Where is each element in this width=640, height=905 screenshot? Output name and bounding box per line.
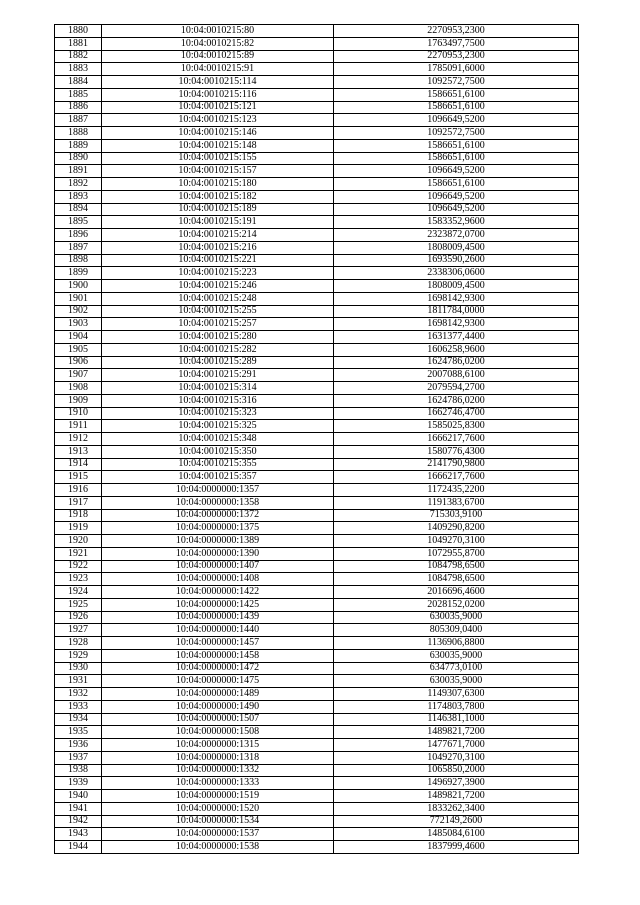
value-cell: 1496927,3900	[334, 777, 579, 790]
value-cell: 1763497,7500	[334, 37, 579, 50]
table-row	[55, 700, 579, 713]
row-number-cell: 1912	[55, 433, 102, 446]
row-number-cell: 1907	[55, 369, 102, 382]
table-row	[55, 165, 579, 178]
table-row	[55, 127, 579, 140]
cadastral-number-cell: 10:04:0010215:157	[102, 165, 334, 178]
row-number-cell: 1921	[55, 547, 102, 560]
cadastral-number-cell: 10:04:0010215:291	[102, 369, 334, 382]
value-cell: 1092572,7500	[334, 127, 579, 140]
value-cell: 1049270,3100	[334, 535, 579, 548]
cadastral-number-cell: 10:04:0010215:214	[102, 229, 334, 242]
value-cell: 2079594,2700	[334, 382, 579, 395]
value-cell: 1489821,7200	[334, 726, 579, 739]
row-number-cell: 1934	[55, 713, 102, 726]
value-cell: 2270953,2300	[334, 25, 579, 38]
value-cell: 1409290,8200	[334, 522, 579, 535]
value-cell: 1174803,7800	[334, 700, 579, 713]
row-number-cell: 1915	[55, 471, 102, 484]
table-row	[55, 267, 579, 280]
table-row	[55, 790, 579, 803]
row-number-cell: 1932	[55, 688, 102, 701]
value-cell: 1096649,5200	[334, 165, 579, 178]
table-row	[55, 713, 579, 726]
cadastral-number-cell: 10:04:0010215:114	[102, 76, 334, 89]
value-cell: 2338306,0600	[334, 267, 579, 280]
value-cell: 805309,0400	[334, 624, 579, 637]
row-number-cell: 1903	[55, 318, 102, 331]
row-number-cell: 1931	[55, 675, 102, 688]
row-number-cell: 1928	[55, 637, 102, 650]
table-body	[55, 25, 579, 854]
table-row	[55, 382, 579, 395]
row-number-cell: 1896	[55, 229, 102, 242]
value-cell: 1072955,8700	[334, 547, 579, 560]
table-row	[55, 420, 579, 433]
cadastral-number-cell: 10:04:0000000:1357	[102, 484, 334, 497]
row-number-cell: 1893	[55, 190, 102, 203]
cadastral-number-cell: 10:04:0000000:1472	[102, 662, 334, 675]
row-number-cell: 1927	[55, 624, 102, 637]
cadastral-number-cell: 10:04:0010215:91	[102, 63, 334, 76]
value-cell: 772149,2600	[334, 815, 579, 828]
row-number-cell: 1891	[55, 165, 102, 178]
table-row	[55, 598, 579, 611]
value-cell: 1586651,6100	[334, 88, 579, 101]
cadastral-number-cell: 10:04:0000000:1507	[102, 713, 334, 726]
row-number-cell: 1882	[55, 50, 102, 63]
row-number-cell: 1918	[55, 509, 102, 522]
value-cell: 1489821,7200	[334, 790, 579, 803]
cadastral-number-cell: 10:04:0010215:80	[102, 25, 334, 38]
cadastral-number-cell: 10:04:0010215:255	[102, 305, 334, 318]
value-cell: 1833262,3400	[334, 802, 579, 815]
table-row	[55, 458, 579, 471]
value-cell: 1785091,6000	[334, 63, 579, 76]
row-number-cell: 1925	[55, 598, 102, 611]
table-row	[55, 777, 579, 790]
cadastral-number-cell: 10:04:0000000:1439	[102, 611, 334, 624]
table-row	[55, 254, 579, 267]
value-cell: 1811784,0000	[334, 305, 579, 318]
row-number-cell: 1923	[55, 573, 102, 586]
value-cell: 2016696,4600	[334, 586, 579, 599]
cadastral-number-cell: 10:04:0010215:257	[102, 318, 334, 331]
row-number-cell: 1908	[55, 382, 102, 395]
row-number-cell: 1916	[55, 484, 102, 497]
cadastral-number-cell: 10:04:0000000:1389	[102, 535, 334, 548]
value-cell: 1666217,7600	[334, 471, 579, 484]
cadastral-number-cell: 10:04:0010215:189	[102, 203, 334, 216]
cadastral-number-cell: 10:04:0000000:1440	[102, 624, 334, 637]
row-number-cell: 1895	[55, 216, 102, 229]
table-row	[55, 815, 579, 828]
cadastral-number-cell: 10:04:0010215:357	[102, 471, 334, 484]
cadastral-number-cell: 10:04:0000000:1489	[102, 688, 334, 701]
cadastral-number-cell: 10:04:0000000:1534	[102, 815, 334, 828]
value-cell: 2007088,6100	[334, 369, 579, 382]
value-cell: 1084798,6500	[334, 573, 579, 586]
table-row	[55, 726, 579, 739]
cadastral-number-cell: 10:04:0000000:1520	[102, 802, 334, 815]
row-number-cell: 1904	[55, 331, 102, 344]
cadastral-number-cell: 10:04:0010215:146	[102, 127, 334, 140]
cadastral-number-cell: 10:04:0010215:355	[102, 458, 334, 471]
row-number-cell: 1901	[55, 292, 102, 305]
table-row	[55, 828, 579, 841]
cadastral-number-cell: 10:04:0010215:350	[102, 445, 334, 458]
value-cell: 1631377,4400	[334, 331, 579, 344]
value-cell: 1808009,4500	[334, 241, 579, 254]
row-number-cell: 1900	[55, 280, 102, 293]
value-cell: 715303,9100	[334, 509, 579, 522]
row-number-cell: 1929	[55, 649, 102, 662]
cadastral-number-cell: 10:04:0010215:323	[102, 407, 334, 420]
cadastral-number-cell: 10:04:0000000:1332	[102, 764, 334, 777]
cadastral-number-cell: 10:04:0000000:1490	[102, 700, 334, 713]
table-row	[55, 496, 579, 509]
row-number-cell: 1883	[55, 63, 102, 76]
cadastral-number-cell: 10:04:0000000:1390	[102, 547, 334, 560]
value-cell: 1065850,2000	[334, 764, 579, 777]
row-number-cell: 1914	[55, 458, 102, 471]
value-cell: 1586651,6100	[334, 178, 579, 191]
row-number-cell: 1881	[55, 37, 102, 50]
value-cell: 1693590,2600	[334, 254, 579, 267]
table-row	[55, 688, 579, 701]
table-row	[55, 637, 579, 650]
cadastral-number-cell: 10:04:0000000:1475	[102, 675, 334, 688]
cadastral-number-cell: 10:04:0000000:1537	[102, 828, 334, 841]
value-cell: 1049270,3100	[334, 751, 579, 764]
row-number-cell: 1898	[55, 254, 102, 267]
cadastral-number-cell: 10:04:0000000:1538	[102, 841, 334, 854]
value-cell: 2270953,2300	[334, 50, 579, 63]
cadastral-number-cell: 10:04:0010215:116	[102, 88, 334, 101]
row-number-cell: 1885	[55, 88, 102, 101]
table-row	[55, 649, 579, 662]
row-number-cell: 1937	[55, 751, 102, 764]
row-number-cell: 1933	[55, 700, 102, 713]
value-cell: 1586651,6100	[334, 152, 579, 165]
cadastral-number-cell: 10:04:0010215:180	[102, 178, 334, 191]
cadastral-number-cell: 10:04:0010215:348	[102, 433, 334, 446]
row-number-cell: 1890	[55, 152, 102, 165]
cadastral-number-cell: 10:04:0000000:1358	[102, 496, 334, 509]
cadastral-number-cell: 10:04:0010215:223	[102, 267, 334, 280]
row-number-cell: 1936	[55, 739, 102, 752]
cadastral-number-cell: 10:04:0010215:314	[102, 382, 334, 395]
row-number-cell: 1919	[55, 522, 102, 535]
table-row	[55, 229, 579, 242]
cadastral-number-cell: 10:04:0010215:221	[102, 254, 334, 267]
table-row	[55, 88, 579, 101]
value-cell: 630035,9000	[334, 675, 579, 688]
cadastral-number-cell: 10:04:0010215:325	[102, 420, 334, 433]
cadastral-number-cell: 10:04:0010215:89	[102, 50, 334, 63]
table-row	[55, 292, 579, 305]
row-number-cell: 1897	[55, 241, 102, 254]
table-row	[55, 50, 579, 63]
cadastral-number-cell: 10:04:0010215:155	[102, 152, 334, 165]
row-number-cell: 1942	[55, 815, 102, 828]
cadastral-number-cell: 10:04:0000000:1315	[102, 739, 334, 752]
table-row	[55, 535, 579, 548]
table-row	[55, 76, 579, 89]
cadastral-number-cell: 10:04:0010215:282	[102, 343, 334, 356]
row-number-cell: 1940	[55, 790, 102, 803]
table-row	[55, 433, 579, 446]
table-row	[55, 63, 579, 76]
table-row	[55, 484, 579, 497]
row-number-cell: 1905	[55, 343, 102, 356]
table-row	[55, 139, 579, 152]
cadastral-number-cell: 10:04:0010215:191	[102, 216, 334, 229]
row-number-cell: 1902	[55, 305, 102, 318]
cadastral-number-cell: 10:04:0000000:1372	[102, 509, 334, 522]
row-number-cell: 1939	[55, 777, 102, 790]
cadastral-number-cell: 10:04:0000000:1408	[102, 573, 334, 586]
cadastral-number-cell: 10:04:0000000:1422	[102, 586, 334, 599]
row-number-cell: 1938	[55, 764, 102, 777]
cadastral-number-cell: 10:04:0000000:1425	[102, 598, 334, 611]
data-table	[54, 24, 579, 854]
table-row	[55, 203, 579, 216]
table-row	[55, 611, 579, 624]
cadastral-number-cell: 10:04:0010215:121	[102, 101, 334, 114]
table-row	[55, 560, 579, 573]
value-cell: 1585025,8300	[334, 420, 579, 433]
table-row	[55, 522, 579, 535]
row-number-cell: 1892	[55, 178, 102, 191]
row-number-cell: 1913	[55, 445, 102, 458]
cadastral-number-cell: 10:04:0010215:289	[102, 356, 334, 369]
row-number-cell: 1887	[55, 114, 102, 127]
cadastral-number-cell: 10:04:0000000:1457	[102, 637, 334, 650]
table-row	[55, 216, 579, 229]
value-cell: 2141790,9800	[334, 458, 579, 471]
table-row	[55, 662, 579, 675]
row-number-cell: 1909	[55, 394, 102, 407]
cadastral-number-cell: 10:04:0000000:1407	[102, 560, 334, 573]
value-cell: 1191383,6700	[334, 496, 579, 509]
cadastral-number-cell: 10:04:0000000:1318	[102, 751, 334, 764]
row-number-cell: 1906	[55, 356, 102, 369]
value-cell: 2323872,0700	[334, 229, 579, 242]
row-number-cell: 1899	[55, 267, 102, 280]
value-cell: 630035,9000	[334, 649, 579, 662]
value-cell: 1606258,9600	[334, 343, 579, 356]
row-number-cell: 1943	[55, 828, 102, 841]
value-cell: 630035,9000	[334, 611, 579, 624]
cadastral-number-cell: 10:04:0010215:248	[102, 292, 334, 305]
value-cell: 1698142,9300	[334, 318, 579, 331]
value-cell: 1624786,0200	[334, 394, 579, 407]
value-cell: 1583352,9600	[334, 216, 579, 229]
table-row	[55, 675, 579, 688]
row-number-cell: 1920	[55, 535, 102, 548]
table-row	[55, 751, 579, 764]
row-number-cell: 1917	[55, 496, 102, 509]
table-row	[55, 356, 579, 369]
cadastral-number-cell: 10:04:0000000:1458	[102, 649, 334, 662]
table-row	[55, 241, 579, 254]
table-row	[55, 331, 579, 344]
cadastral-number-cell: 10:04:0010215:148	[102, 139, 334, 152]
table-row	[55, 764, 579, 777]
value-cell: 1837999,4600	[334, 841, 579, 854]
table-row	[55, 190, 579, 203]
row-number-cell: 1930	[55, 662, 102, 675]
table-row	[55, 586, 579, 599]
row-number-cell: 1944	[55, 841, 102, 854]
row-number-cell: 1926	[55, 611, 102, 624]
table-row	[55, 343, 579, 356]
cadastral-number-cell: 10:04:0000000:1508	[102, 726, 334, 739]
table-row	[55, 114, 579, 127]
table-row	[55, 445, 579, 458]
cadastral-number-cell: 10:04:0010215:123	[102, 114, 334, 127]
value-cell: 1096649,5200	[334, 203, 579, 216]
value-cell: 634773,0100	[334, 662, 579, 675]
value-cell: 1136906,8800	[334, 637, 579, 650]
value-cell: 1146381,1000	[334, 713, 579, 726]
value-cell: 1092572,7500	[334, 76, 579, 89]
value-cell: 1586651,6100	[334, 139, 579, 152]
row-number-cell: 1889	[55, 139, 102, 152]
value-cell: 1808009,4500	[334, 280, 579, 293]
row-number-cell: 1910	[55, 407, 102, 420]
table-row	[55, 394, 579, 407]
value-cell: 1485084,6100	[334, 828, 579, 841]
table-row	[55, 25, 579, 38]
row-number-cell: 1884	[55, 76, 102, 89]
row-number-cell: 1911	[55, 420, 102, 433]
value-cell: 1624786,0200	[334, 356, 579, 369]
row-number-cell: 1888	[55, 127, 102, 140]
cadastral-number-cell: 10:04:0000000:1333	[102, 777, 334, 790]
row-number-cell: 1880	[55, 25, 102, 38]
row-number-cell: 1935	[55, 726, 102, 739]
value-cell: 1477671,7000	[334, 739, 579, 752]
row-number-cell: 1922	[55, 560, 102, 573]
value-cell: 1149307,6300	[334, 688, 579, 701]
table-row	[55, 305, 579, 318]
value-cell: 1586651,6100	[334, 101, 579, 114]
table-row	[55, 152, 579, 165]
table-row	[55, 407, 579, 420]
table-row	[55, 318, 579, 331]
table-row	[55, 509, 579, 522]
cadastral-number-cell: 10:04:0010215:316	[102, 394, 334, 407]
value-cell: 1172435,2200	[334, 484, 579, 497]
value-cell: 1580776,4300	[334, 445, 579, 458]
cadastral-number-cell: 10:04:0010215:82	[102, 37, 334, 50]
row-number-cell: 1886	[55, 101, 102, 114]
value-cell: 1698142,9300	[334, 292, 579, 305]
table-row	[55, 841, 579, 854]
table-row	[55, 280, 579, 293]
cadastral-number-cell: 10:04:0000000:1519	[102, 790, 334, 803]
value-cell: 1096649,5200	[334, 114, 579, 127]
row-number-cell: 1894	[55, 203, 102, 216]
table-row	[55, 369, 579, 382]
row-number-cell: 1941	[55, 802, 102, 815]
table-row	[55, 471, 579, 484]
value-cell: 1096649,5200	[334, 190, 579, 203]
value-cell: 1666217,7600	[334, 433, 579, 446]
table-row	[55, 739, 579, 752]
table-row	[55, 547, 579, 560]
cadastral-number-cell: 10:04:0010215:246	[102, 280, 334, 293]
cadastral-number-cell: 10:04:0000000:1375	[102, 522, 334, 535]
table-row	[55, 37, 579, 50]
table-row	[55, 802, 579, 815]
cadastral-number-cell: 10:04:0010215:216	[102, 241, 334, 254]
table-row	[55, 178, 579, 191]
cadastral-number-cell: 10:04:0010215:182	[102, 190, 334, 203]
table-row	[55, 101, 579, 114]
cadastral-number-cell: 10:04:0010215:280	[102, 331, 334, 344]
table-row	[55, 573, 579, 586]
value-cell: 2028152,0200	[334, 598, 579, 611]
row-number-cell: 1924	[55, 586, 102, 599]
value-cell: 1084798,6500	[334, 560, 579, 573]
value-cell: 1662746,4700	[334, 407, 579, 420]
table-row	[55, 624, 579, 637]
